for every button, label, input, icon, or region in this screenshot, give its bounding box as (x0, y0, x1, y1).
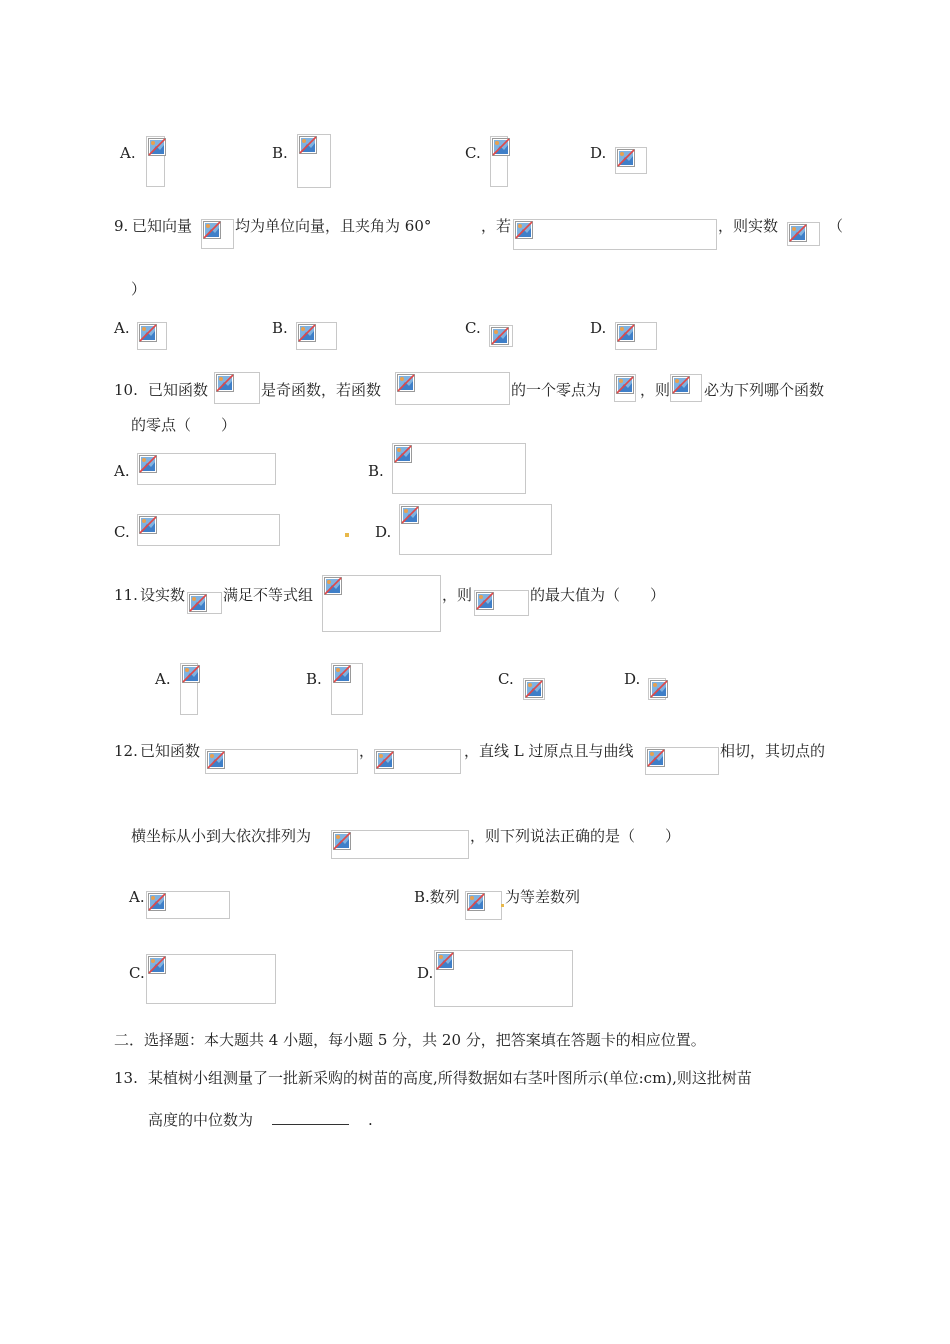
formula-image-icon (490, 136, 508, 187)
formula-image-icon (205, 749, 358, 774)
q13-number: 13. (114, 1069, 138, 1087)
q12-text: 横坐标从小到大依次排列为 (131, 827, 312, 845)
q12-text: ， (359, 742, 375, 760)
q9-text: 均为单位向量，且夹角为 60° (235, 217, 432, 235)
formula-image-icon (137, 514, 280, 546)
q9-number: 9. (114, 217, 129, 235)
formula-image-icon (146, 891, 230, 919)
q12-option-d-label: D. (417, 964, 434, 982)
q9-paren-open: （ (828, 217, 844, 235)
q13-text: . (368, 1111, 373, 1129)
q10-text: 的零点（ ） (131, 416, 237, 434)
formula-image-icon (331, 830, 469, 859)
q10-number: 10. (114, 381, 138, 399)
q10-text: ，则 (640, 381, 671, 399)
q12-text: ，则下列说法正确的是（ ） (470, 827, 681, 845)
formula-image-icon (513, 219, 717, 250)
q9-option-b-label: B. (272, 319, 288, 337)
formula-image-icon (615, 147, 647, 174)
q13-text: 某植树小组测量了一批新采购的树苗的高度,所得数据如右茎叶图所示(单位:cm),则这批树苗 (148, 1069, 752, 1087)
q12-option-a-label: A. (129, 888, 145, 906)
decorative-dot (501, 904, 504, 907)
formula-image-icon (137, 453, 276, 485)
formula-image-icon (322, 575, 441, 632)
q9-paren-close: ） (131, 280, 147, 298)
q10-option-b-label: B. (368, 462, 384, 480)
formula-image-icon (474, 590, 529, 616)
q8-option-d-label: D. (590, 144, 607, 162)
q11-option-c-label: C. (498, 670, 514, 688)
q12-text: 已知函数 (140, 742, 201, 760)
q9-option-a-label: A. (114, 319, 130, 337)
formula-image-icon (187, 592, 222, 614)
q11-text: 的最大值为（ ） (530, 586, 666, 604)
formula-image-icon (146, 954, 276, 1004)
q10-text: 必为下列哪个函数 (704, 381, 825, 399)
q9-text: ，则实数 (718, 217, 779, 235)
formula-image-icon (395, 372, 510, 405)
formula-image-icon (214, 372, 260, 404)
q10-text: 的一个零点为 (511, 381, 602, 399)
formula-image-icon (146, 136, 165, 187)
formula-image-icon (374, 749, 461, 774)
decorative-dot (345, 533, 349, 537)
formula-image-icon (137, 322, 167, 350)
q11-option-d-label: D. (624, 670, 641, 688)
formula-image-icon (296, 322, 337, 350)
formula-image-icon (614, 374, 636, 402)
formula-image-icon (392, 443, 526, 494)
answer-blank[interactable] (272, 1124, 349, 1125)
q11-number: 11. (114, 586, 138, 604)
q12-text: 相切，其切点的 (720, 742, 826, 760)
q12-text: ，直线 L 过原点且与曲线 (464, 742, 634, 760)
q12-option-b-label: B.数列 (414, 888, 460, 906)
formula-image-icon (399, 504, 552, 555)
q9-text: 已知向量 (132, 217, 193, 235)
q10-text: 是奇函数，若函数 (261, 381, 382, 399)
formula-image-icon (648, 678, 666, 700)
q11-text: 满足不等式组 (223, 586, 314, 604)
q13-text: 高度的中位数为 (148, 1111, 254, 1129)
formula-image-icon (465, 891, 502, 920)
formula-image-icon (645, 747, 719, 775)
q11-option-a-label: A. (155, 670, 171, 688)
q11-option-b-label: B. (306, 670, 322, 688)
q11-text: ，则 (442, 586, 473, 604)
formula-image-icon (670, 374, 702, 402)
q8-option-b-label: B. (272, 144, 288, 162)
q10-option-c-label: C. (114, 523, 130, 541)
q8-option-c-label: C. (465, 144, 481, 162)
formula-image-icon (201, 219, 234, 249)
section-heading: 二．选择题：本大题共 4 小题，每小题 5 分，共 20 分，把答案填在答题卡的相应位置。 (114, 1031, 706, 1049)
q10-text: 已知函数 (148, 381, 209, 399)
formula-image-icon (331, 663, 363, 715)
q9-option-c-label: C. (465, 319, 481, 337)
formula-image-icon (615, 322, 657, 350)
q11-text: 设实数 (140, 586, 186, 604)
q12-text: 为等差数列 (505, 888, 581, 906)
formula-image-icon (297, 134, 331, 188)
q10-option-d-label: D. (375, 523, 392, 541)
q9-option-d-label: D. (590, 319, 607, 337)
formula-image-icon (787, 222, 820, 246)
q10-option-a-label: A. (114, 462, 130, 480)
q8-option-a-label: A. (120, 144, 136, 162)
q9-text: ，若 (481, 217, 512, 235)
formula-image-icon (434, 950, 573, 1007)
formula-image-icon (523, 678, 545, 700)
formula-image-icon (180, 663, 198, 715)
formula-image-icon (489, 325, 513, 347)
q12-number: 12. (114, 742, 138, 760)
q12-option-c-label: C. (129, 964, 145, 982)
